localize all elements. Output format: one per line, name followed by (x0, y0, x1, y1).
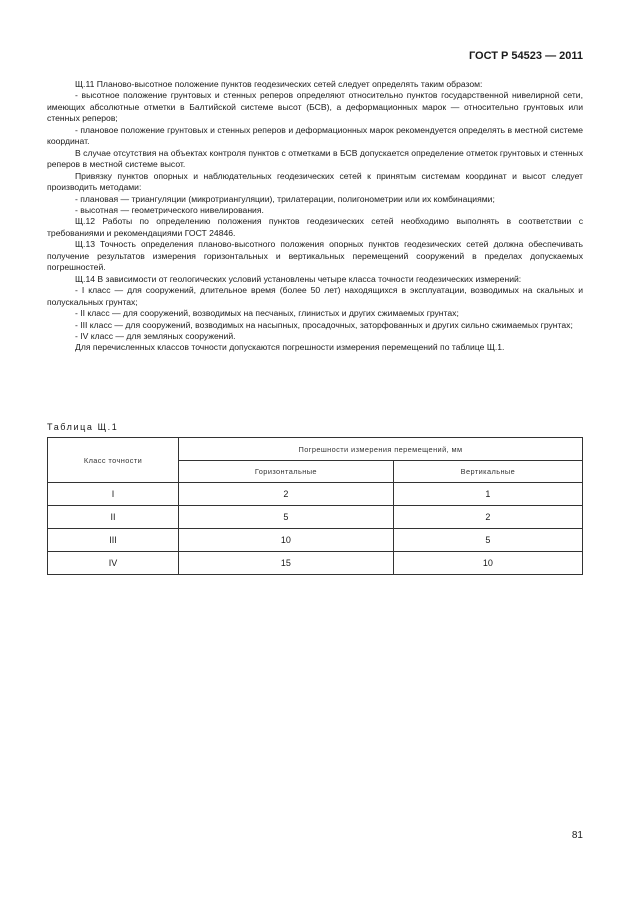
cell-vertical: 10 (393, 552, 582, 575)
paragraph: В случае отсутствия на объектах контроля пунктов с отметками в БСВ допускается определение отметок грунтовых и стенных реперов в местной системе высот. (47, 147, 583, 170)
table-caption: Таблица Щ.1 (47, 422, 119, 432)
body-text (47, 79, 583, 354)
paragraph: - III класс — для сооружений, возводимых на насыпных, просадочных, заторфованных и других сильно сжимаемых грунтах; (75, 319, 573, 330)
cell-vertical: 5 (393, 529, 582, 552)
paragraph: Для перечисленных классов точности допускаются погрешности измерения перемещений по таблице Щ.1. (75, 342, 505, 353)
paragraph: - высотная — геометрического нивелирования. (75, 204, 264, 215)
cell-class: I (48, 483, 179, 506)
paragraph: Щ.12 Работы по определению положения пунктов геодезических сетей необходимо выполнять в соответствии с требованиями и рекомендациями ГОСТ 24846. (47, 216, 583, 238)
cell-vertical: 2 (393, 506, 582, 529)
table-row (48, 483, 583, 506)
page-number: 81 (571, 830, 583, 841)
paragraph: - высотное положение грунтовых и стенных реперов определяют относительно пунктов государственной нивелирной сети, имеющих абсолютные отметки в Балтийской системе высот (БСВ), а деформационных марок — относительно грунтовых или стенных реперов; (47, 90, 583, 124)
column-header-vertical: Вертикальные (393, 461, 582, 483)
table-row (48, 529, 583, 552)
cell-horizontal: 2 (179, 483, 394, 506)
cell-class: III (48, 529, 179, 552)
cell-horizontal: 15 (179, 552, 394, 575)
column-header-class: Класс точности (48, 438, 179, 483)
paragraph: - II класс — для сооружений, возводимых на песчаных, глинистых и других сжимаемых грунтах; (75, 308, 459, 319)
column-header-horizontal: Горизонтальные (179, 461, 394, 483)
cell-vertical: 1 (393, 483, 582, 506)
cell-class: IV (48, 552, 179, 575)
cell-class: II (48, 506, 179, 529)
document-header: ГОСТ Р 54523 — 2011 (468, 50, 583, 62)
table-row (48, 506, 583, 529)
paragraph: - плановое положение грунтовых и стенных реперов и деформационных марок рекомендуется определять в местной системе координат. (47, 124, 583, 147)
paragraph: - плановая — триангуляции (микротриангуляции), трилатерации, полигонометрии или их комбинациями; (75, 193, 495, 204)
table-row (48, 552, 583, 575)
paragraph: - IV класс — для земляных сооружений. (75, 330, 236, 341)
tolerance-table (47, 437, 583, 575)
paragraph: Щ.14 В зависимости от геологических условий установлены четыре класса точности геодезических измерений: (75, 273, 522, 284)
cell-horizontal: 5 (179, 506, 394, 529)
cell-horizontal: 10 (179, 529, 394, 552)
paragraph: Привязку пунктов опорных и наблюдательных геодезических сетей к принятым системам координат и высот следует производить методами: (47, 170, 583, 193)
paragraph: - I класс — для сооружений, длительное время (более 50 лет) находящихся в эксплуатации, возводимых на скальных и полускальных грунтах; (47, 285, 583, 307)
paragraph: Щ.11 Планово-высотное положение пунктов геодезических сетей следует определять таким образом: (75, 79, 483, 89)
paragraph: Щ.13 Точность определения планово-высотного положения опорных пунктов геодезических сетей должна обеспечивать получение результатов измерения горизонтальных и вертикальных перемещений сооружений в пределах допускаемых погрешностей. (47, 239, 583, 273)
column-header-group: Погрешности измерения перемещений, мм (179, 438, 583, 461)
